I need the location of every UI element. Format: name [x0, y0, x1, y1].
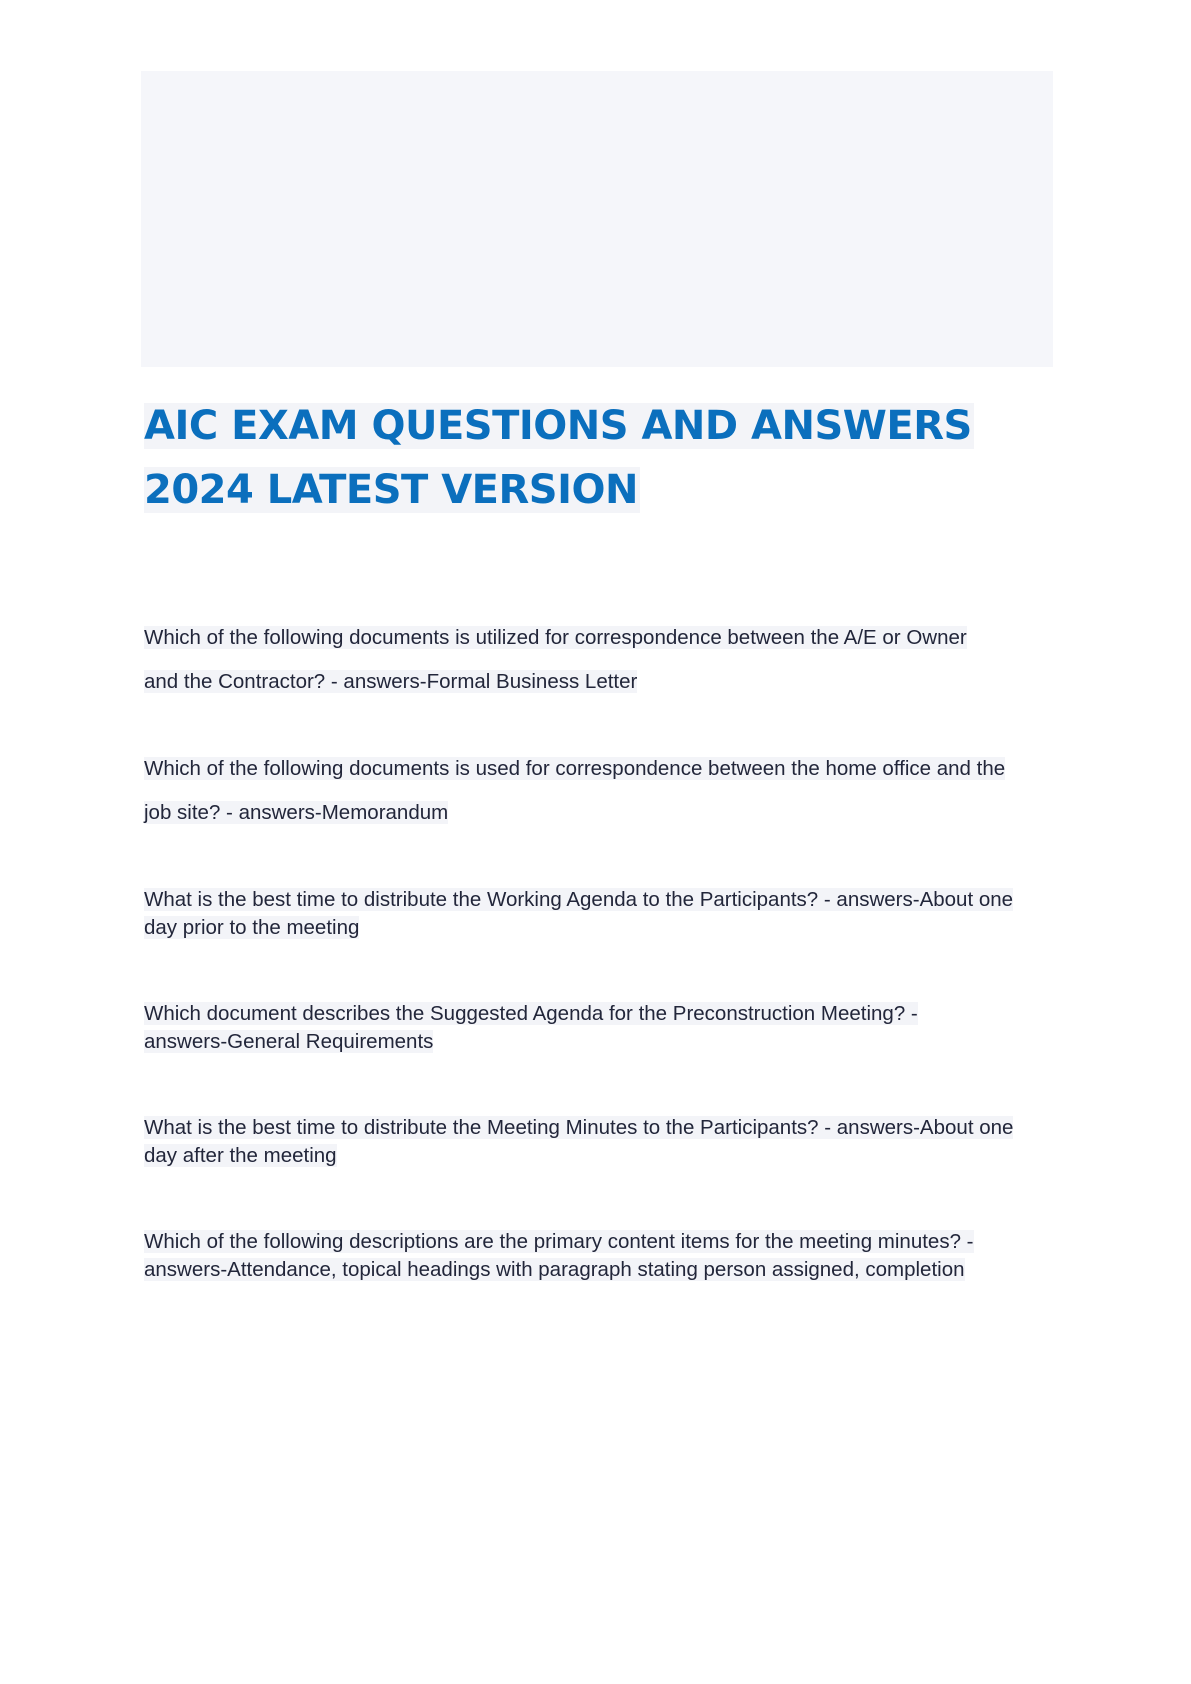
cover-image-placeholder	[141, 71, 1053, 367]
qa-item-text: Which of the following documents is utilized for correspondence between the A/E or Owner and the Contractor? - answers-Formal Business Letter	[144, 626, 967, 693]
qa-item	[144, 886, 1044, 942]
qa-item	[144, 1000, 1004, 1056]
qa-item-text: What is the best time to distribute the Working Agenda to the Participants? - answers-About one day prior to the meeting	[144, 888, 1014, 939]
document-title-text: AIC EXAM QUESTIONS AND ANSWERS 2024 LATEST VERSION	[144, 403, 972, 513]
qa-item	[144, 747, 1014, 835]
qa-item	[144, 1228, 1024, 1284]
qa-item	[144, 616, 974, 704]
document-title	[144, 394, 1044, 522]
qa-item	[144, 1114, 1044, 1170]
qa-item-text: Which of the following documents is used for correspondence between the home office and the job site? - answers-Memorandum	[144, 757, 1006, 824]
qa-item-text: Which document describes the Suggested Agenda for the Preconstruction Meeting? - answers-General Requirements	[144, 1002, 918, 1053]
qa-item-text: What is the best time to distribute the Meeting Minutes to the Participants? - answers-About one day after the meeting	[144, 1116, 1014, 1167]
qa-item-text: Which of the following descriptions are the primary content items for the meeting minutes? - answers-Attendance, topical headings with paragraph stating person assigned, completion	[144, 1230, 974, 1281]
